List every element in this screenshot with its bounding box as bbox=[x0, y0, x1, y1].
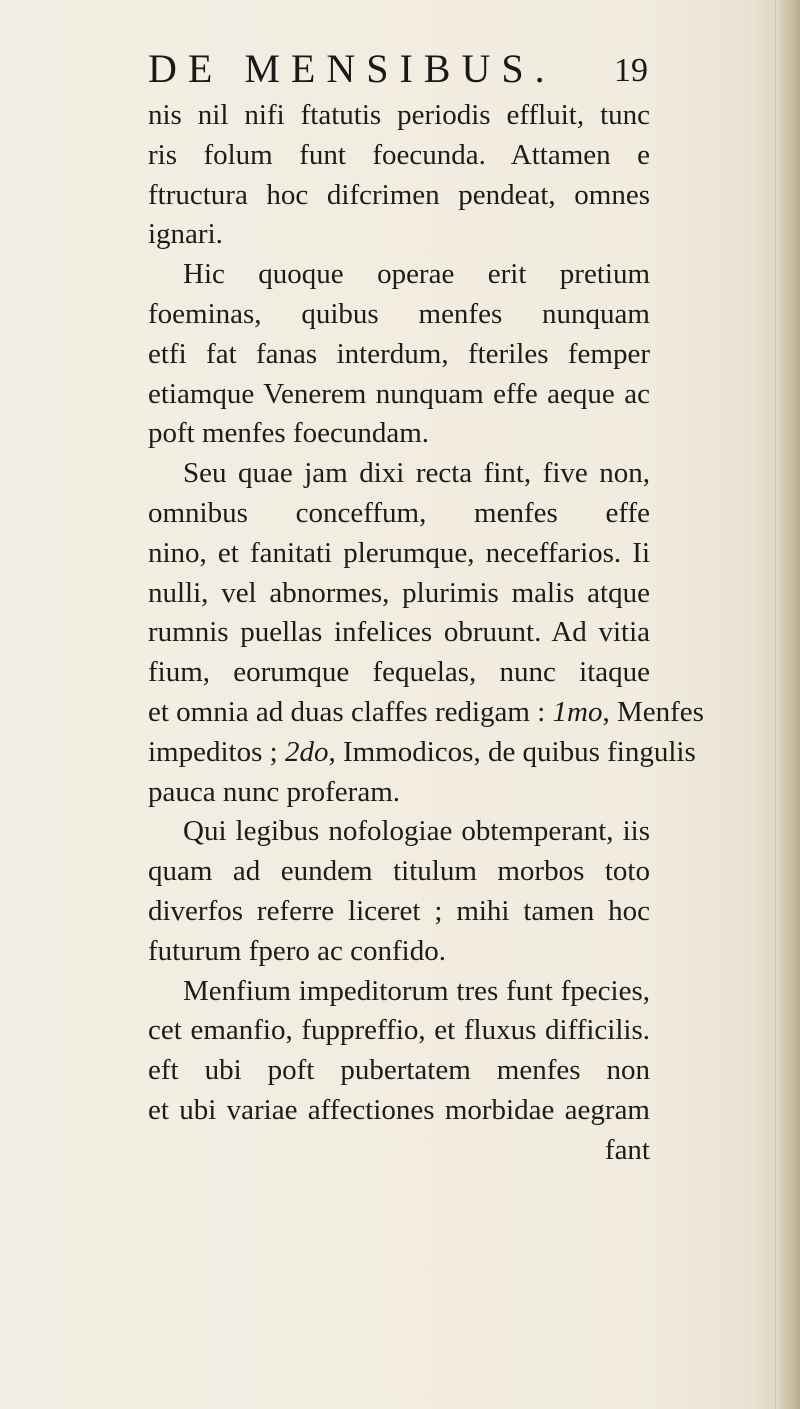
text-line: nino, et fanitati plerumque, neceffarios. Ii bbox=[148, 536, 650, 569]
text-line bbox=[148, 693, 704, 733]
text-line: rumnis puellas infelices obruunt. Ad vitia bbox=[148, 616, 650, 649]
text-line: diverfos referre liceret ; mihi tamen hoc bbox=[148, 894, 650, 927]
text-segment: , Immodicos, de quibus fingulis bbox=[328, 735, 696, 768]
text-segment: impeditos ; bbox=[148, 735, 285, 768]
text-line: ignari. bbox=[148, 218, 223, 251]
text-line: omnibus conceffum, menfes effe bbox=[148, 496, 650, 529]
text-line: fium, eorumque fequelas, nunc itaque bbox=[148, 656, 650, 689]
ordinal-second: 2do bbox=[284, 735, 329, 768]
text-line: ris folum funt foecunda. Attamen e bbox=[148, 138, 650, 171]
text-line: etfi fat fanas interdum, fteriles femper bbox=[148, 337, 650, 370]
page-header bbox=[0, 44, 800, 94]
body-text bbox=[148, 96, 704, 1171]
text-line: Hic quoque operae erit pretium bbox=[183, 258, 650, 291]
text-line: nis nil nifi ftatutis periodis effluit, tunc bbox=[148, 99, 650, 131]
text-line: Seu quae jam dixi recta fint, five non, bbox=[183, 457, 650, 490]
page-edge bbox=[775, 0, 800, 1409]
catchword: fant bbox=[604, 1133, 650, 1166]
text-line: pauca nunc proferam. bbox=[148, 775, 401, 808]
text-line: ftructura hoc difcrimen pendeat, omnes bbox=[148, 178, 650, 211]
text-line bbox=[148, 733, 696, 773]
text-line: quam ad eundem titulum morbos toto bbox=[148, 855, 650, 888]
text-segment: , Menfes bbox=[602, 695, 704, 728]
text-line: etiamque Venerem nunquam effe aeque ac bbox=[148, 377, 650, 410]
text-line: poft menfes foecundam. bbox=[148, 417, 430, 450]
text-line: eft ubi poft pubertatem menfes non bbox=[148, 1054, 650, 1087]
text-line: nulli, vel abnormes, plurimis malis atque bbox=[148, 576, 650, 609]
running-head: DE MENSIBUS. bbox=[148, 46, 556, 91]
text-line: foeminas, quibus menfes nunquam bbox=[148, 297, 650, 330]
text-line: et ubi variae affectiones morbidae aegram bbox=[148, 1093, 650, 1126]
text-line: cet emanfio, fuppreffio, et fluxus difficilis. bbox=[148, 1014, 650, 1047]
ordinal-first: 1mo bbox=[552, 695, 603, 728]
text-line: Menfium impeditorum tres funt fpecies, bbox=[183, 974, 650, 1007]
text-line: Qui legibus nofologiae obtemperant, iis bbox=[183, 815, 650, 848]
page-number: 19 bbox=[614, 52, 648, 89]
text-segment: et omnia ad duas claffes redigam : bbox=[148, 695, 553, 728]
text-line: futurum fpero ac confido. bbox=[148, 934, 446, 967]
